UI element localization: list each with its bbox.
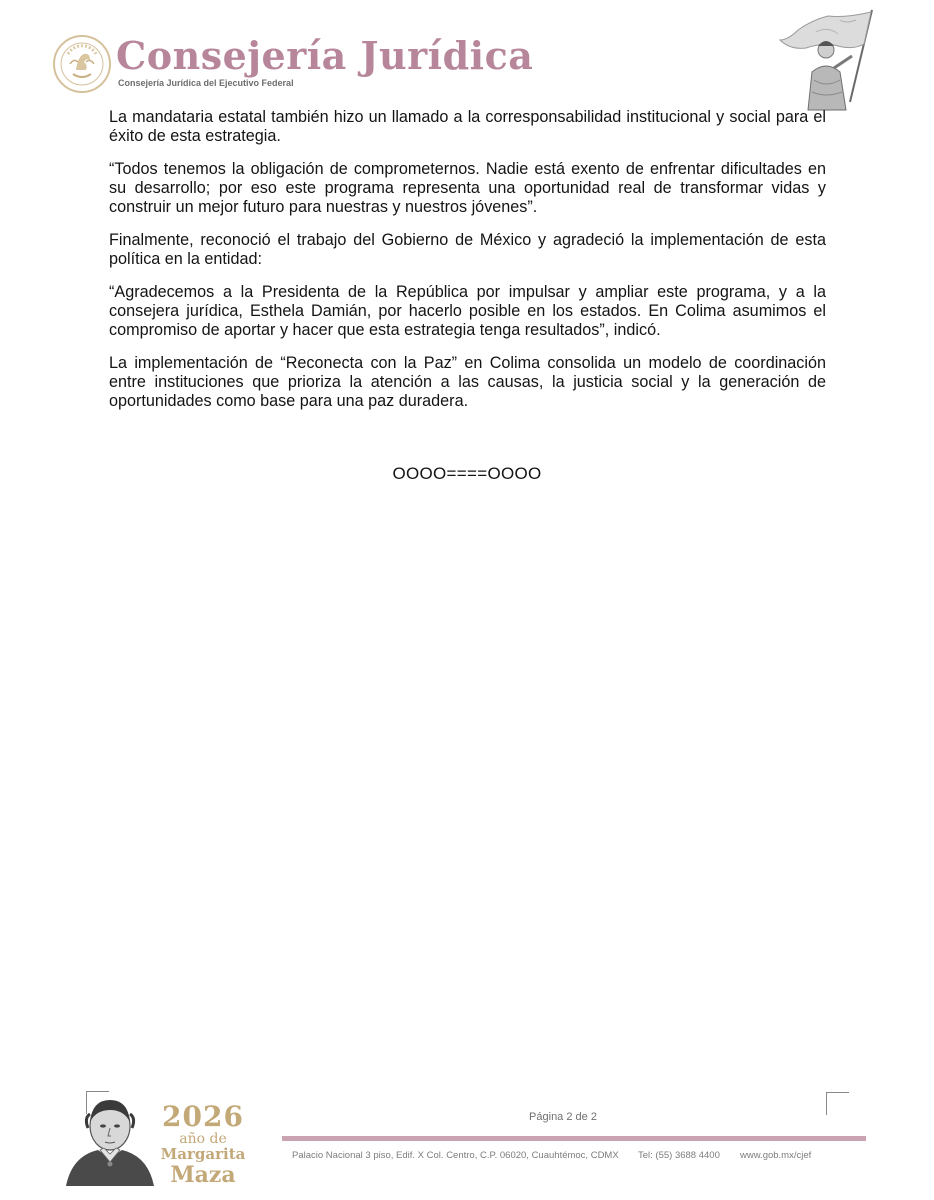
paragraph: Finalmente, reconoció el trabajo del Gobierno de México y agradeció la implementación de esta política en la entidad: bbox=[109, 231, 826, 268]
header-subtitle: Consejería Jurídica del Ejecutivo Federal bbox=[118, 78, 294, 88]
woman-with-flag-illustration bbox=[776, 6, 882, 112]
footer-contact-info bbox=[292, 1150, 852, 1161]
year-logo-line2: año de bbox=[179, 1131, 227, 1147]
paragraph: La implementación de “Reconecta con la Paz” en Colima consolida un modelo de coordinación entre instituciones que prioriza la atención a las causas, la justicia social y la generación de oportunidades como base para una paz duradera. bbox=[109, 354, 826, 410]
margarita-maza-portrait bbox=[62, 1092, 158, 1186]
year-logo-year: 2026 bbox=[162, 1100, 244, 1133]
footer-corner-mark bbox=[826, 1092, 849, 1115]
paragraph: “Agradecemos a la Presidenta de la República por impulsar y ampliar este programa, y a la consejera jurídica, Esthela Damián, por hacerlo posible en los estados. En Colima asumimos el compromiso de aportar y hacer que esta estrategia tenga resultados”, indicó. bbox=[109, 283, 826, 339]
paragraph: “Todos tenemos la obligación de comprometernos. Nadie está exento de enfrentar dificultades en su desarrollo; por eso este programa representa una oportunidad real de transformar vidas y construir un mejor futuro para nuestras y nuestros jóvenes”. bbox=[109, 160, 826, 216]
year-logo-line4: Maza bbox=[170, 1162, 236, 1188]
paragraph: La mandataria estatal también hizo un llamado a la corresponsabilidad institucional y social para el éxito de esta estrategia. bbox=[109, 108, 826, 145]
footer-phone: Tel: (55) 3688 4400 bbox=[638, 1150, 720, 1161]
year-logo bbox=[158, 1102, 248, 1187]
page-number: Página 2 de 2 bbox=[529, 1111, 597, 1123]
footer-website-link[interactable]: www.gob.mx/cjef bbox=[740, 1150, 812, 1161]
document-body bbox=[109, 108, 826, 425]
footer-divider-bar bbox=[282, 1136, 866, 1141]
end-separator: OOOO====OOOO bbox=[392, 464, 542, 483]
mexico-coat-of-arms-seal-icon bbox=[52, 34, 112, 94]
year-logo-line3: Margarita bbox=[160, 1145, 246, 1163]
footer-address: Palacio Nacional 3 piso, Edif. X Col. Centro, C.P. 06020, Cuauhtémoc, CDMX bbox=[292, 1150, 619, 1161]
header-title: Consejería Jurídica bbox=[116, 33, 534, 78]
